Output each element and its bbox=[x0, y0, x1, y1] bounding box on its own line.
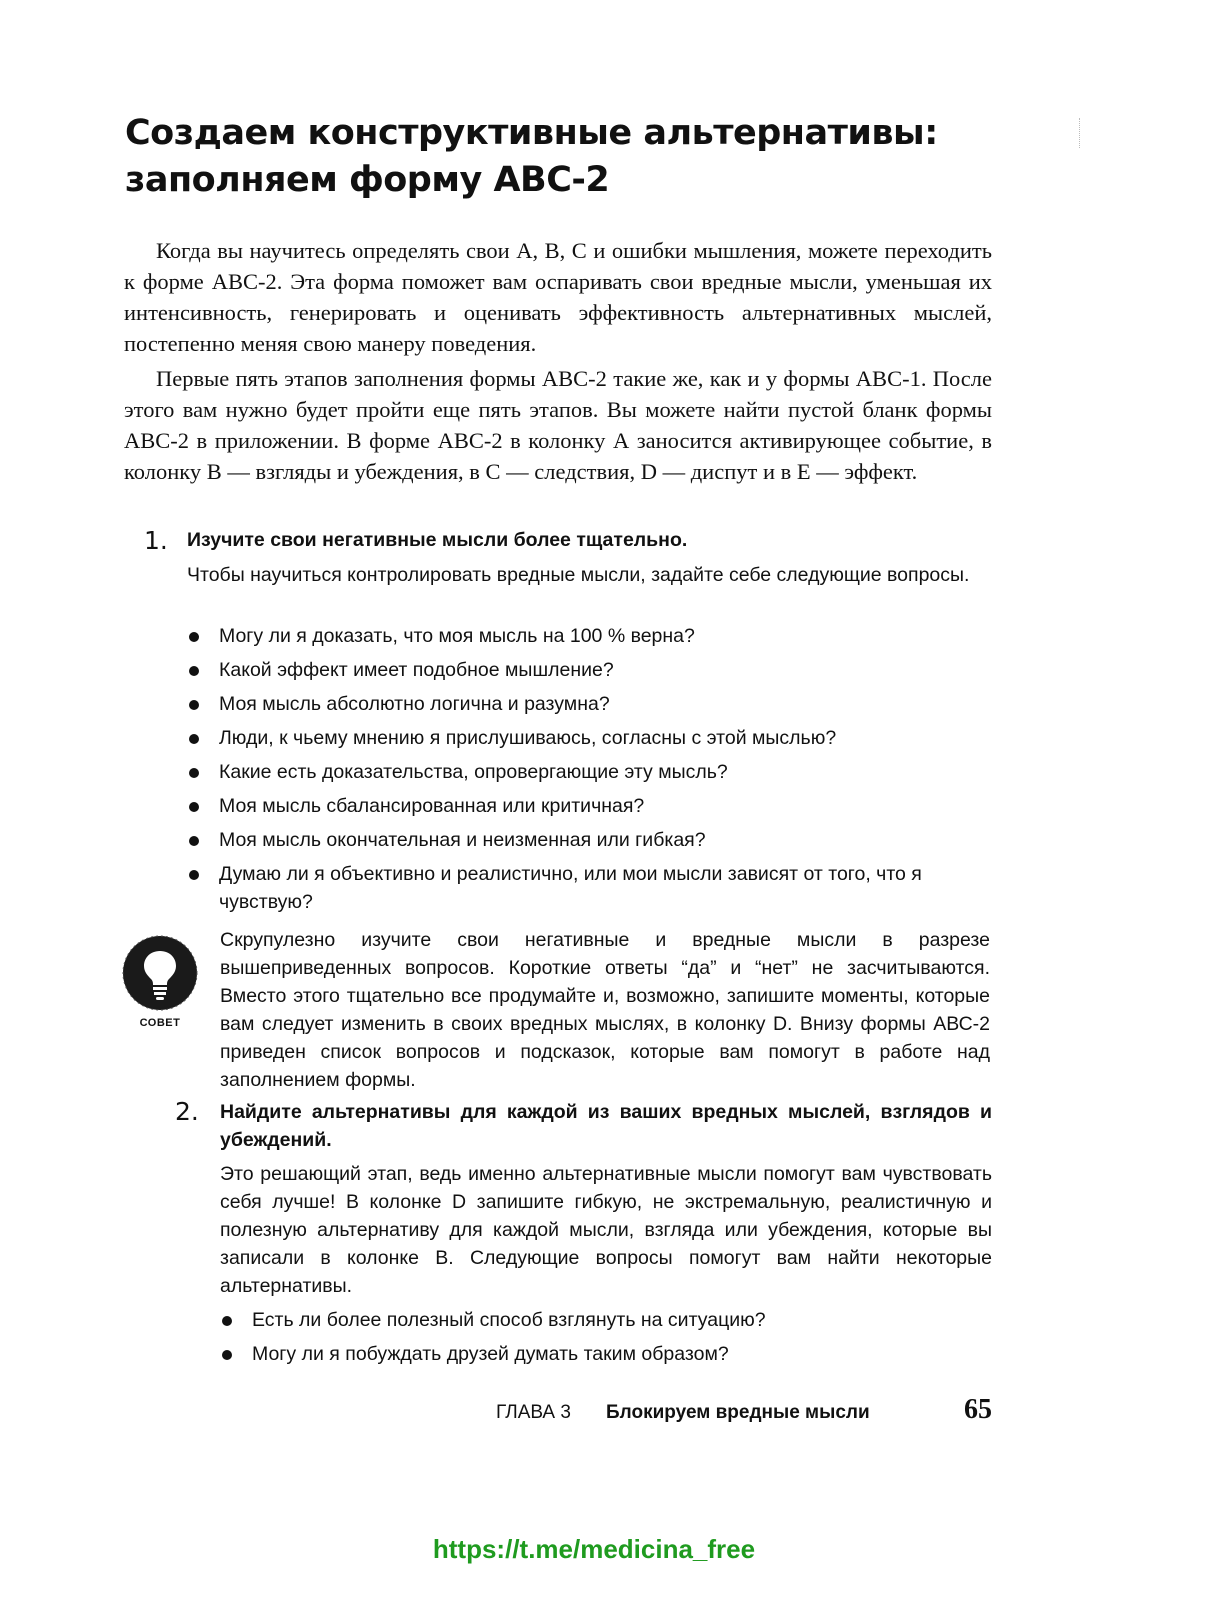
question-text: Люди, к чьему мнению я прислушиваюсь, согласны с этой мыслью? bbox=[219, 727, 837, 749]
question-text: Могу ли я доказать, что моя мысль на 100 % верна? bbox=[219, 625, 695, 647]
list-item bbox=[187, 826, 992, 854]
page-footer bbox=[496, 1394, 992, 1430]
list-item bbox=[187, 724, 992, 752]
intro-paragraph-1: Когда вы научитесь определять свои А, В, С и ошибки мышления, можете переходить к форме АВС-2. Эта форма поможет вам оспаривать свои вредные мысли, уменьшая их интенсивность, генерировать и оценивать эффективность альтернативных мыслей, постепенно меняя свою манеру поведения. bbox=[124, 238, 992, 356]
bullet-icon bbox=[189, 802, 199, 812]
bullet-icon bbox=[189, 836, 199, 846]
bullet-icon bbox=[189, 666, 199, 676]
step-2-body: Это решающий этап, ведь именно альтернативные мысли помогут вам чувствовать себя лучше! В колонке D запишите гибкую, не экстремальную, реалистичную и полезную альтернативу для каждой мысли, взгляда или убеждения, которые вы записали в колонке В. Следующие вопросы помогут вам найти некоторые альтернативы. bbox=[220, 1163, 992, 1297]
question-text: Моя мысль окончательная и неизменная или гибкая? bbox=[219, 829, 706, 851]
list-item bbox=[187, 656, 992, 684]
question-text: Какие есть доказательства, опровергающие эту мысль? bbox=[219, 761, 728, 783]
list-item bbox=[187, 792, 992, 820]
step-2-question-list bbox=[220, 1306, 992, 1374]
margin-mark bbox=[1079, 118, 1082, 148]
intro-text bbox=[124, 235, 992, 491]
chapter-label: ГЛАВА 3 bbox=[496, 1402, 571, 1423]
section-title-line-1: Создаем конструктивные альтернативы: bbox=[125, 113, 938, 153]
step-1-number: 1. bbox=[144, 526, 168, 555]
page-number: 65 bbox=[964, 1394, 992, 1425]
bullet-icon bbox=[189, 870, 199, 880]
step-1-heading: Изучите свои негативные мысли более тщательно. bbox=[187, 529, 688, 551]
bullet-icon bbox=[222, 1350, 232, 1360]
list-item bbox=[187, 622, 992, 650]
step-1-body: Чтобы научиться контролировать вредные мысли, задайте себе следующие вопросы. bbox=[187, 564, 970, 586]
list-item bbox=[220, 1306, 992, 1334]
tip-text: Скрупулезно изучите свои негативные и вредные мысли в разрезе вышеприведенных вопросов. Короткие ответы “да” и “нет” не засчитываются. Вместо этого тщательно все продумайте и, возможно, запишите моменты, которые вам следует изменить в своих вредных мыслях, в колонку D. Внизу формы АВС-2 приведен список вопросов и подсказок, которые вам помогут в работе над заполнением формы. bbox=[220, 929, 990, 1091]
chapter-title: Блокируем вредные мысли bbox=[606, 1402, 870, 1423]
step-1-question-list bbox=[187, 622, 992, 922]
step-2-number: 2. bbox=[175, 1097, 199, 1126]
list-item bbox=[187, 860, 992, 916]
question-text: Есть ли более полезный способ взглянуть на ситуацию? bbox=[252, 1309, 766, 1331]
bullet-icon bbox=[222, 1316, 232, 1326]
intro-paragraph-2: Первые пять этапов заполнения формы АВС-2 такие же, как и у формы АВС-1. После этого вам нужно будет пройти еще пять этапов. Вы можете найти пустой бланк формы АВС-2 в приложении. В форме АВС-2 в колонку А заносится активирующее событие, в колонку В — взгляды и убеждения, в С — следствия, D — диспут и в Е — эффект. bbox=[124, 366, 992, 484]
section-title-line-2: заполняем форму АВС-2 bbox=[125, 160, 610, 200]
section-title bbox=[125, 110, 1025, 204]
question-text: Какой эффект имеет подобное мышление? bbox=[219, 659, 614, 681]
step-2-heading: Найдите альтернативы для каждой из ваших вредных мыслей, взглядов и убеждений. bbox=[220, 1101, 992, 1151]
question-text: Думаю ли я объективно и реалистично, или мои мысли зависят от того, что я чувствую? bbox=[219, 863, 922, 913]
question-text: Моя мысль абсолютно логична и разумна? bbox=[219, 693, 610, 715]
list-item bbox=[220, 1340, 992, 1368]
tip-label: СОВЕТ bbox=[139, 1017, 181, 1029]
list-item bbox=[187, 690, 992, 718]
bullet-icon bbox=[189, 700, 199, 710]
bullet-icon bbox=[189, 768, 199, 778]
lightbulb-icon bbox=[122, 935, 198, 1011]
bullet-icon bbox=[189, 734, 199, 744]
watermark-link[interactable]: https://t.me/medicina_free bbox=[432, 1534, 756, 1564]
question-text: Могу ли я побуждать друзей думать таким образом? bbox=[252, 1343, 729, 1365]
question-text: Моя мысль сбалансированная или критичная? bbox=[219, 795, 645, 817]
list-item bbox=[187, 758, 992, 786]
bullet-icon bbox=[189, 632, 199, 642]
